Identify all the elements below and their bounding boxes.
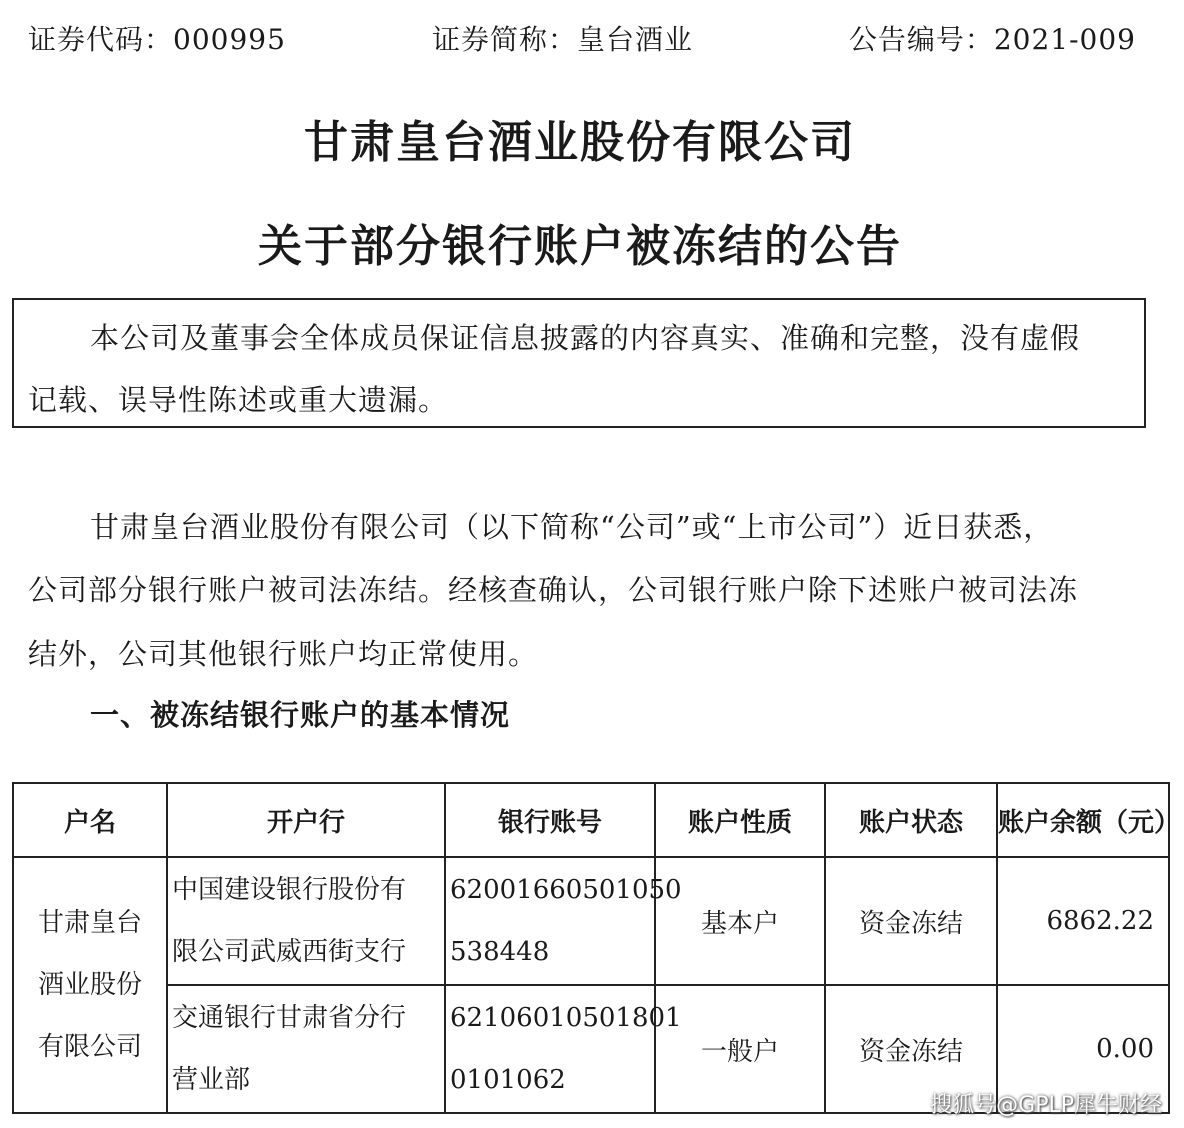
bank-cell (167, 857, 445, 985)
watermark: 搜狐号@GPLP犀牛财经 (930, 1093, 1162, 1118)
account-holder-cell (13, 857, 167, 1113)
bank-line: 交通银行甘肃省分行 (172, 1003, 407, 1033)
account-status-cell: 资金冻结 (825, 985, 997, 1113)
account-type-cell: 基本户 (655, 857, 825, 985)
table-row (13, 857, 1169, 985)
column-header-bank: 开户行 (167, 783, 445, 857)
disclaimer-box (12, 298, 1146, 428)
body-paragraph-line: 结外，公司其他银行账户均正常使用。 (28, 637, 539, 671)
account-number-cell (445, 985, 682, 1113)
body-paragraph-line: 公司部分银行账户被司法冻结。经核查确认，公司银行账户除下述账户被司法冻 (28, 573, 1079, 607)
column-header-account: 银行账号 (445, 783, 655, 857)
account-balance-cell: 6862.22 (997, 857, 1169, 985)
body-paragraph-line: 甘肃皇台酒业股份有限公司（以下简称“公司”或“上市公司”）近日获悉， (90, 510, 1054, 544)
account-number-line: 0101062 (450, 1065, 566, 1095)
company-title: 甘肃皇台酒业股份有限公司 (304, 117, 856, 168)
column-header-holder: 户名 (13, 783, 167, 857)
bank-line: 中国建设银行股份有 (172, 875, 407, 905)
column-header-type: 账户性质 (655, 783, 825, 857)
account-balance-cell: 0.00 (997, 985, 1169, 1113)
account-number-line: 62001660501050 (450, 875, 682, 905)
table-header-row (13, 783, 1169, 857)
announcement-title: 关于部分银行账户被冻结的公告 (258, 221, 902, 272)
disclaimer-line: 本公司及董事会全体成员保证信息披露的内容真实、准确和完整，没有虚假 (90, 321, 1081, 355)
account-type-cell: 一般户 (655, 985, 825, 1113)
announcement-number: 公告编号：2021-009 (848, 23, 1136, 56)
account-holder-line: 甘肃皇台 (37, 908, 142, 938)
account-holder-line: 有限公司 (37, 1032, 142, 1062)
account-number-line: 538448 (450, 937, 550, 967)
account-holder-line: 酒业股份 (37, 970, 142, 1000)
security-code: 证券代码：000995 (28, 23, 286, 56)
column-header-status: 账户状态 (825, 783, 997, 857)
account-number-cell (445, 857, 682, 985)
disclaimer-line: 记载、误导性陈述或重大遗漏。 (28, 383, 449, 417)
bank-cell (167, 985, 445, 1113)
account-number-line: 62106010501801 (450, 1003, 682, 1033)
column-header-balance: 账户余额（元） (997, 783, 1169, 857)
bank-line: 营业部 (172, 1065, 251, 1095)
account-status-cell: 资金冻结 (825, 857, 997, 985)
bank-line: 限公司武威西街支行 (172, 937, 407, 967)
security-short-name: 证券简称：皇台酒业 (432, 23, 694, 56)
frozen-accounts-table (12, 782, 1181, 1114)
section-heading: 一、被冻结银行账户的基本情况 (90, 698, 511, 732)
